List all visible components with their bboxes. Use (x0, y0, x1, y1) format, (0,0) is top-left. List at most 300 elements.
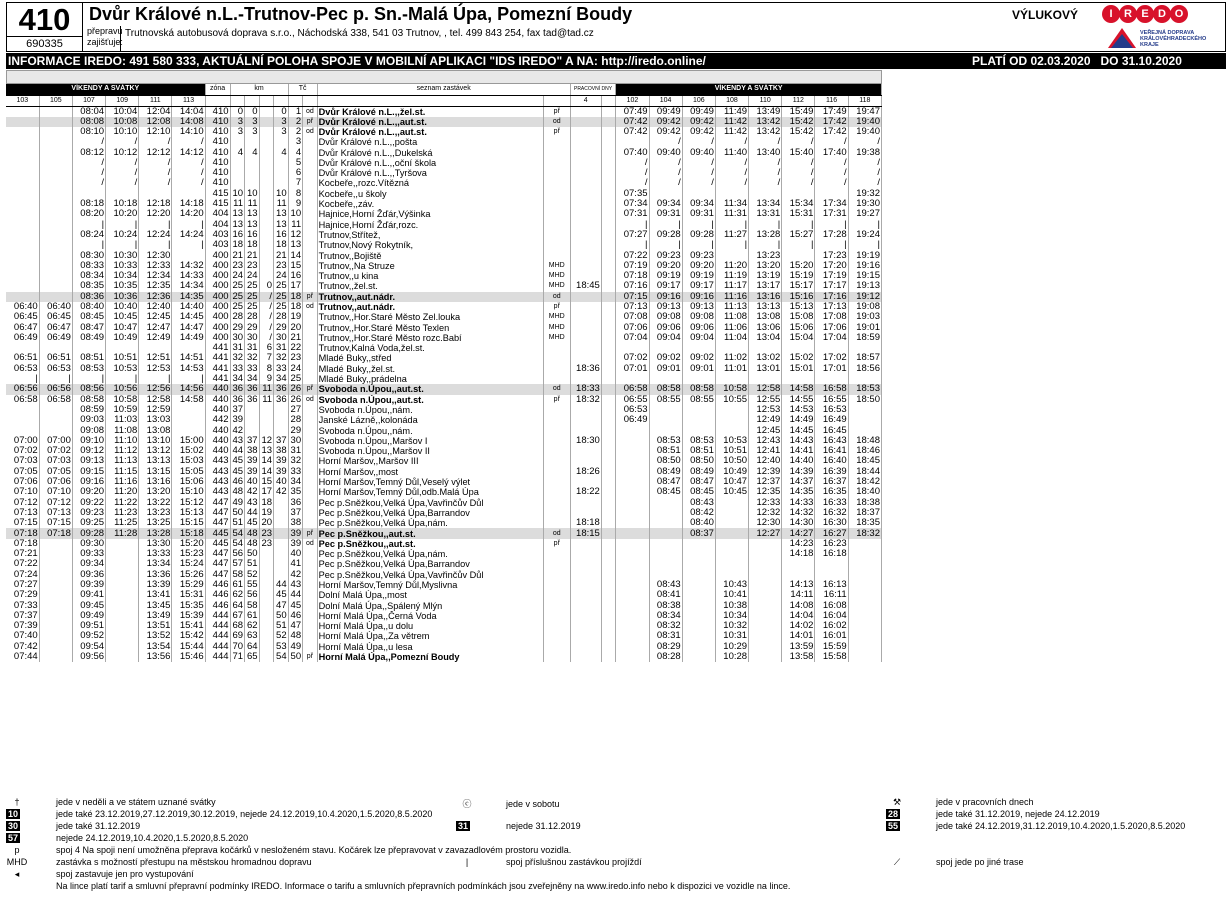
table-cell (6, 137, 39, 147)
table-row (6, 570, 882, 580)
table-cell: MHD (543, 281, 570, 291)
table-cell: př (543, 302, 570, 312)
table-cell (39, 343, 72, 353)
table-cell: 09:45 (72, 600, 105, 610)
stop-name: Horní Maršov,Temný Důl,Myslivna (317, 580, 543, 590)
table-cell: 15:17 (782, 281, 815, 291)
table-cell (601, 508, 616, 518)
table-cell: 18:42 (848, 477, 881, 487)
table-cell: 09:52 (72, 631, 105, 641)
table-cell (543, 487, 570, 497)
logo-letter: I (1102, 5, 1120, 23)
table-cell (601, 240, 616, 250)
table-cell: 58 (245, 600, 260, 610)
table-cell (601, 158, 616, 168)
legend-text: nejede 31.12.2019 (506, 821, 581, 831)
table-cell: 10:34 (715, 611, 748, 621)
legend-item (6, 833, 248, 843)
table-cell: / (848, 178, 881, 188)
table-cell (543, 353, 570, 363)
table-cell: 12:40 (749, 456, 782, 466)
table-cell: 12:53 (139, 364, 172, 374)
table-cell: 11:01 (715, 364, 748, 374)
table-cell: 12:59 (139, 405, 172, 415)
table-cell: 14:53 (782, 405, 815, 415)
table-cell: 45 (288, 600, 303, 610)
legend-symbol: 57 (7, 833, 18, 843)
table-cell: 443 (205, 467, 230, 477)
table-cell: 30 (245, 333, 260, 343)
table-cell: 34 (245, 374, 260, 384)
table-cell (649, 189, 682, 199)
table-cell (815, 374, 848, 384)
table-cell (601, 436, 616, 446)
table-cell (303, 631, 318, 641)
table-cell (570, 415, 601, 425)
table-cell (649, 528, 682, 538)
table-cell (543, 374, 570, 384)
table-cell: 09:39 (72, 580, 105, 590)
table-cell (616, 343, 649, 353)
table-cell: 10:56 (106, 384, 139, 394)
table-cell (601, 271, 616, 281)
table-cell (682, 549, 715, 559)
weekend-header-left: VÍKENDY A SVÁTKY (6, 84, 205, 95)
legend-text: jede v pracovních dnech (936, 797, 1034, 807)
table-cell: 446 (205, 600, 230, 610)
table-cell (259, 271, 274, 281)
table-cell: 410 (205, 158, 230, 168)
legend-item (6, 809, 432, 819)
table-cell: 18:32 (570, 395, 601, 405)
table-cell: 8 (259, 364, 274, 374)
table-cell (601, 322, 616, 332)
table-cell: 10:32 (715, 621, 748, 631)
table-cell (39, 106, 72, 117)
table-cell (570, 652, 601, 662)
table-cell: | (72, 240, 105, 250)
table-cell: 10 (245, 189, 260, 199)
table-cell (715, 508, 748, 518)
stop-name: Dvůr Králové n.L.,,Dukelská (317, 147, 543, 157)
table-cell (715, 497, 748, 507)
table-cell: 28 (274, 312, 289, 322)
table-cell: 17:49 (815, 106, 848, 117)
table-cell (106, 570, 139, 580)
table-cell (259, 559, 274, 569)
table-row (6, 117, 882, 127)
table-cell: 70 (230, 642, 245, 652)
table-cell: 42 (230, 425, 245, 435)
table-cell (6, 405, 39, 415)
table-cell: 07:15 (616, 292, 649, 302)
table-cell: / (782, 168, 815, 178)
table-cell: 12:43 (749, 436, 782, 446)
stop-name: Trutnov,Nový Rokytník, (317, 240, 543, 250)
table-cell (649, 549, 682, 559)
table-cell: 09:02 (682, 353, 715, 363)
stop-name: Horní Maršov,,most (317, 467, 543, 477)
stop-name: Trutnov,Střítež, (317, 230, 543, 240)
table-cell: 11:23 (106, 508, 139, 518)
table-cell (570, 106, 601, 117)
table-cell: / (848, 137, 881, 147)
table-cell: 447 (205, 497, 230, 507)
table-cell: 410 (205, 137, 230, 147)
legend-item (886, 821, 1185, 831)
table-cell: 39 (245, 456, 260, 466)
table-cell: 08:55 (649, 395, 682, 405)
table-cell: 39 (245, 467, 260, 477)
table-cell: / (259, 312, 274, 322)
table-cell (715, 425, 748, 435)
table-cell: / (848, 168, 881, 178)
table-cell: 32 (288, 456, 303, 466)
table-cell: 08:24 (72, 230, 105, 240)
table-cell (39, 292, 72, 302)
table-cell: 07:18 (6, 528, 39, 538)
table-cell: 10:49 (106, 333, 139, 343)
table-cell: 19:40 (848, 127, 881, 137)
table-cell: 11:15 (106, 467, 139, 477)
table-cell: 13:10 (139, 436, 172, 446)
table-cell (570, 374, 601, 384)
table-cell (601, 353, 616, 363)
table-cell: 32 (245, 353, 260, 363)
table-cell (39, 219, 72, 229)
table-cell: 14:49 (172, 333, 205, 343)
table-cell: 08:29 (649, 642, 682, 652)
table-cell: 12:47 (139, 322, 172, 332)
table-cell (543, 611, 570, 621)
stop-name: Horní Maršov,Temný Důl,odb.Malá Úpa (317, 487, 543, 497)
table-cell: 11:10 (106, 436, 139, 446)
table-cell (543, 477, 570, 487)
table-cell: / (715, 178, 748, 188)
table-cell: | (782, 240, 815, 250)
table-cell: př (303, 652, 318, 662)
table-row (6, 106, 882, 117)
table-cell (682, 642, 715, 652)
stop-name: Trutnov,,Na Struze (317, 261, 543, 271)
table-cell: 06:58 (6, 395, 39, 405)
table-cell: 52 (245, 570, 260, 580)
table-cell: 09:20 (682, 261, 715, 271)
table-cell (172, 189, 205, 199)
table-cell: / (848, 158, 881, 168)
trip-number-left: 105 (39, 95, 72, 106)
table-cell: 08:31 (649, 631, 682, 641)
table-cell (39, 127, 72, 137)
table-cell: 10:59 (106, 405, 139, 415)
table-cell: / (139, 137, 172, 147)
table-cell: | (749, 219, 782, 229)
stop-name: Horní Malá Úpa,,u dolu (317, 621, 543, 631)
table-row (6, 374, 882, 384)
table-cell (570, 230, 601, 240)
table-cell: 440 (205, 384, 230, 394)
table-cell: 10:29 (715, 642, 748, 652)
table-cell: / (815, 178, 848, 188)
table-cell: 54 (274, 652, 289, 662)
legend-symbol: † (14, 797, 20, 807)
table-cell: 08:58 (72, 395, 105, 405)
table-cell: 38 (288, 518, 303, 528)
table-cell: 10:18 (106, 199, 139, 209)
table-cell (259, 106, 274, 117)
table-cell (106, 559, 139, 569)
table-cell (6, 127, 39, 137)
table-cell (39, 271, 72, 281)
table-cell (543, 559, 570, 569)
table-cell: 3 (245, 117, 260, 127)
table-cell (6, 415, 39, 425)
table-cell: 13:41 (139, 590, 172, 600)
table-cell (274, 549, 289, 559)
trip-number-right: 102 (616, 95, 649, 106)
table-cell: / (259, 302, 274, 312)
table-cell (570, 189, 601, 199)
table-cell (106, 611, 139, 621)
table-cell: 06:56 (6, 384, 39, 394)
table-cell (259, 261, 274, 271)
table-cell: 15:13 (782, 302, 815, 312)
table-cell: 09:28 (682, 230, 715, 240)
table-cell (259, 405, 274, 415)
table-cell: 07:03 (39, 456, 72, 466)
table-cell: 08:32 (649, 621, 682, 631)
table-cell: 12:45 (749, 425, 782, 435)
table-cell (303, 168, 318, 178)
table-cell: 08:49 (682, 467, 715, 477)
table-cell: | (782, 219, 815, 229)
table-cell (649, 374, 682, 384)
table-cell (303, 549, 318, 559)
trip-number-left: 107 (72, 95, 105, 106)
table-cell (570, 137, 601, 147)
stop-name: Dvůr Králové n.L.,,pošta (317, 137, 543, 147)
table-cell: 29 (245, 322, 260, 332)
table-cell: 06:49 (6, 333, 39, 343)
table-cell: 26 (288, 384, 303, 394)
table-cell: 14:04 (172, 106, 205, 117)
table-cell: 48 (288, 631, 303, 641)
table-cell: 18 (288, 302, 303, 312)
table-cell: 54 (230, 539, 245, 549)
legend-item (886, 809, 1100, 819)
table-cell: 10 (274, 189, 289, 199)
table-cell (259, 642, 274, 652)
table-cell (601, 518, 616, 528)
table-cell: 51 (230, 518, 245, 528)
info-text: INFORMACE IREDO: 491 580 333, AKTUÁLNÍ POLOHA SPOJE V MOBILNÍ APLIKACI "IDS IREDO" A NA: http://iredo.online/ (8, 54, 706, 68)
table-cell: 09:41 (72, 590, 105, 600)
table-cell (259, 570, 274, 580)
table-cell (601, 621, 616, 631)
tc-header: Tč (288, 84, 317, 95)
table-cell (303, 158, 318, 168)
table-cell: př (303, 117, 318, 127)
table-cell: 09:17 (649, 281, 682, 291)
table-cell: 31 (274, 343, 289, 353)
table-cell: 18:15 (570, 528, 601, 538)
table-cell: 08:08 (72, 117, 105, 127)
table-cell (682, 559, 715, 569)
table-cell: 13:34 (139, 559, 172, 569)
table-cell (848, 343, 881, 353)
table-cell: 410 (205, 106, 230, 117)
table-cell (303, 178, 318, 188)
table-cell: 440 (205, 436, 230, 446)
table-cell: 10:58 (715, 384, 748, 394)
table-cell: 31 (288, 446, 303, 456)
table-cell: 06:53 (616, 405, 649, 415)
table-row (6, 343, 882, 353)
table-cell (616, 642, 649, 652)
table-cell: 15:41 (172, 621, 205, 631)
table-cell (570, 570, 601, 580)
table-cell (848, 374, 881, 384)
table-cell: 09:49 (682, 106, 715, 117)
table-cell: 13 (245, 209, 260, 219)
table-cell: 06:53 (6, 364, 39, 374)
table-row (6, 580, 882, 590)
table-cell: 410 (205, 117, 230, 127)
table-cell: 07:18 (6, 539, 39, 549)
table-cell (749, 652, 782, 662)
table-cell: 07:42 (616, 117, 649, 127)
table-cell: 18 (288, 292, 303, 302)
table-row (6, 364, 882, 374)
table-cell: 11:28 (106, 528, 139, 538)
table-cell: 10:31 (715, 631, 748, 641)
table-cell: 27 (288, 405, 303, 415)
legend-symbol: 30 (7, 821, 18, 831)
table-cell (616, 446, 649, 456)
table-cell (848, 621, 881, 631)
table-cell: 43 (230, 436, 245, 446)
table-cell: 445 (205, 539, 230, 549)
table-cell: 09:16 (682, 292, 715, 302)
table-cell: 400 (205, 261, 230, 271)
table-cell: 10:58 (106, 395, 139, 405)
table-cell: 49 (288, 642, 303, 652)
table-cell (601, 189, 616, 199)
table-cell: 444 (205, 611, 230, 621)
table-cell: / (815, 158, 848, 168)
table-cell (39, 570, 72, 580)
stop-name: Svoboda n.Úpou,,aut.st. (317, 384, 543, 394)
table-cell: 400 (205, 250, 230, 260)
table-cell: 21 (245, 250, 260, 260)
table-cell (601, 405, 616, 415)
table-cell: od (543, 384, 570, 394)
table-cell (601, 117, 616, 127)
table-cell: 36 (288, 497, 303, 507)
legend (6, 797, 1226, 897)
table-cell: 45 (274, 590, 289, 600)
table-cell: / (616, 158, 649, 168)
table-cell: 10:53 (106, 364, 139, 374)
table-cell: 43 (245, 497, 260, 507)
table-cell: 12:58 (139, 395, 172, 405)
table-cell: 13:04 (749, 333, 782, 343)
legend-symbol: ⟋ (893, 857, 901, 867)
table-cell (543, 600, 570, 610)
table-cell (303, 600, 318, 610)
table-cell (570, 127, 601, 137)
legend-text: Na lince platí tarif a smluvní přepravní podmínky IREDO. Informace o tarifu a smluvních přepravních podmínkách jsou zveřejněny na www.iredo.info nebo k dispozici ve vozidle na lince. (56, 881, 791, 891)
table-cell: 13:16 (139, 477, 172, 487)
table-cell: 2 (288, 117, 303, 127)
table-cell: 36 (245, 384, 260, 394)
table-cell: 10:04 (106, 106, 139, 117)
table-cell (601, 590, 616, 600)
table-cell: 23 (259, 528, 274, 538)
table-cell (715, 559, 748, 569)
table-cell: 14:43 (782, 436, 815, 446)
table-row (6, 127, 882, 137)
table-cell: 39 (288, 528, 303, 538)
table-cell: 43 (288, 580, 303, 590)
table-cell (303, 353, 318, 363)
stop-name: Horní Malá Úpa,,Černá Voda (317, 611, 543, 621)
table-cell: 39 (288, 539, 303, 549)
legend-symbol: 55 (887, 821, 898, 831)
table-cell: 16:01 (815, 631, 848, 641)
table-cell (570, 312, 601, 322)
table-cell (274, 168, 289, 178)
table-cell: př (543, 395, 570, 405)
stop-name: Pec p.Sněžkou,Velká Úpa,Vavřinčův Důl (317, 497, 543, 507)
table-cell: 10:12 (106, 147, 139, 157)
table-cell: 16:18 (815, 549, 848, 559)
stop-name: Svoboda n.Úpou,,Maršov I (317, 436, 543, 446)
table-cell (303, 477, 318, 487)
table-row (6, 631, 882, 641)
table-cell: / (106, 168, 139, 178)
table-cell (6, 147, 39, 157)
table-cell: / (749, 168, 782, 178)
table-cell: / (172, 137, 205, 147)
table-cell (303, 590, 318, 600)
table-cell (782, 343, 815, 353)
table-cell (6, 240, 39, 250)
table-cell: 18:36 (570, 364, 601, 374)
table-cell (303, 467, 318, 477)
table-cell: 62 (230, 590, 245, 600)
table-cell: 09:40 (649, 147, 682, 157)
table-cell: 12:36 (139, 292, 172, 302)
table-cell: 14:27 (782, 528, 815, 538)
table-cell: 57 (230, 559, 245, 569)
table-cell (601, 487, 616, 497)
table-cell: 07:44 (6, 652, 39, 662)
table-cell (749, 600, 782, 610)
table-cell (172, 415, 205, 425)
table-cell: 12:51 (139, 353, 172, 363)
table-cell: 09:12 (72, 446, 105, 456)
table-cell: / (616, 178, 649, 188)
table-cell: 19 (288, 312, 303, 322)
table-cell (601, 497, 616, 507)
legend-item (456, 857, 642, 867)
table-cell (570, 271, 601, 281)
table-cell (749, 343, 782, 353)
table-cell (543, 467, 570, 477)
table-cell: 08:45 (682, 487, 715, 497)
table-cell (39, 209, 72, 219)
